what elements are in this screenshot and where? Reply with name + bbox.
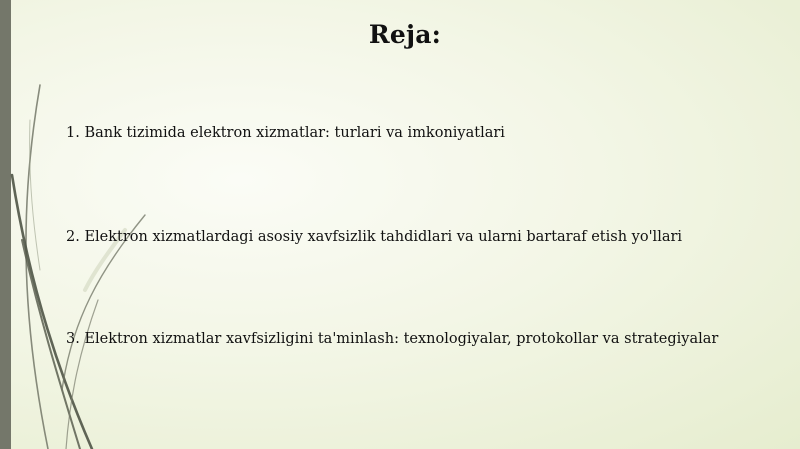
decor-line-5 xyxy=(66,300,98,449)
plan-item-2: 2. Elektron xizmatlardagi asosiy xavfsizlik tahdidlari va ularni bartaraf etish yo'llari xyxy=(66,229,683,245)
left-accent-bar xyxy=(0,0,11,449)
decorative-lines xyxy=(0,0,200,449)
decor-line-2 xyxy=(12,175,92,449)
plan-item-1: 1. Bank tizimida elektron xizmatlar: turlari va imkoniyatlari xyxy=(66,125,505,141)
decor-line-6 xyxy=(30,120,40,270)
decor-line-1 xyxy=(26,85,48,449)
plan-item-3: 3. Elektron xizmatlar xavfsizligini ta'minlash: texnologiyalar, protokollar va strategiyalar xyxy=(66,331,719,347)
slide-title: Reja: xyxy=(368,20,442,49)
